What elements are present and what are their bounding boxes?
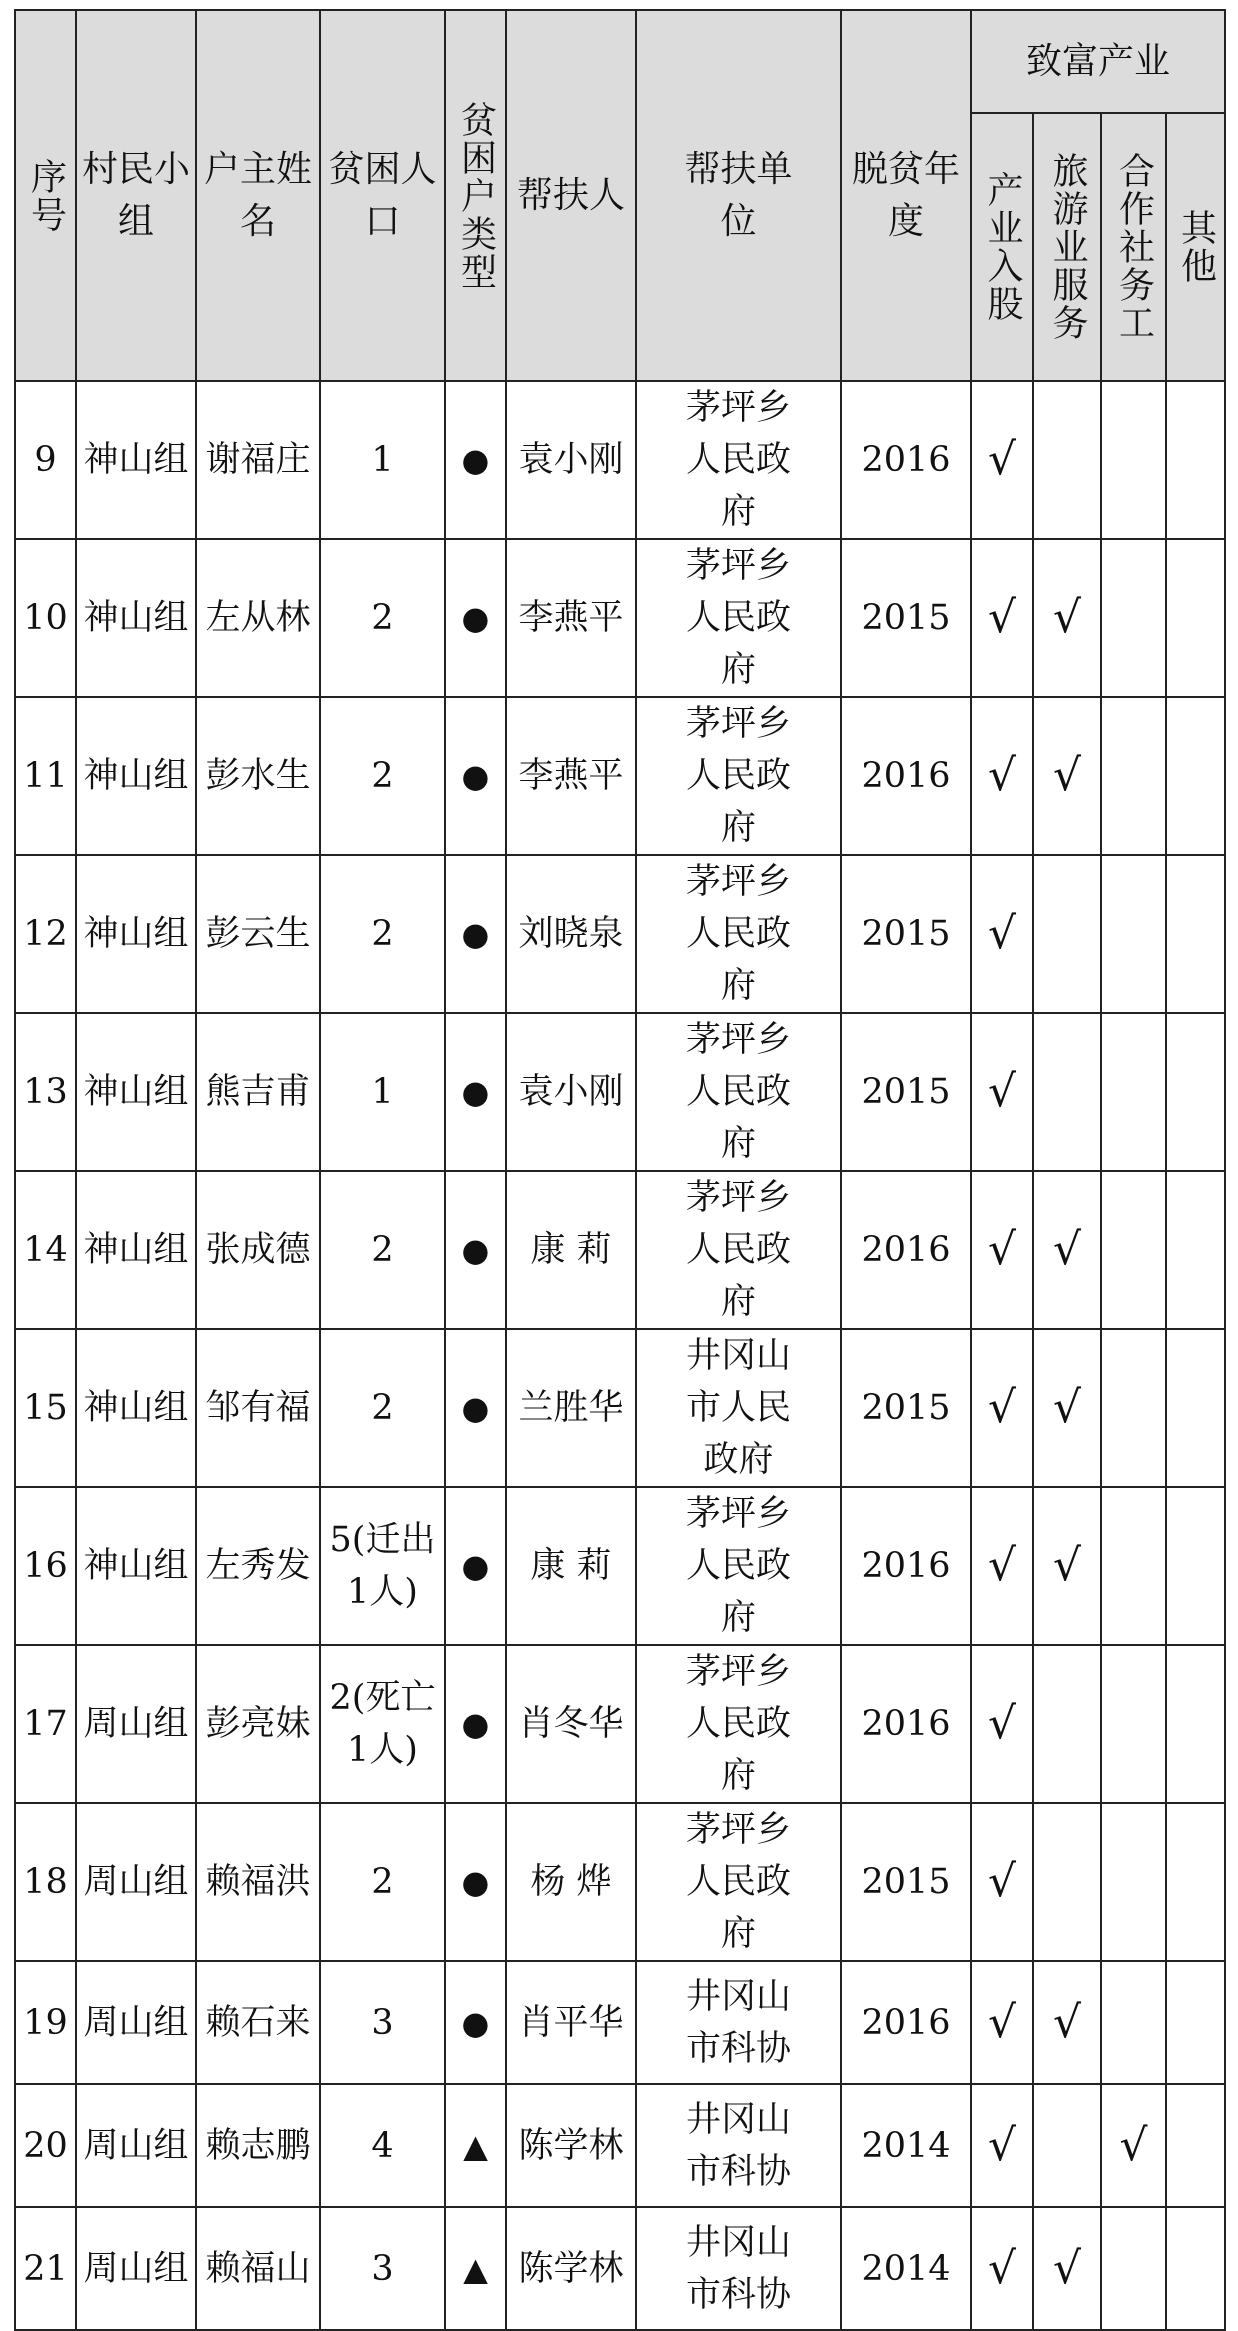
cell-coop-check bbox=[1101, 2207, 1166, 2330]
cell-seq: 15 bbox=[15, 1329, 76, 1487]
cell-head: 谢福庄 bbox=[196, 381, 320, 539]
cell-seq: 18 bbox=[15, 1803, 76, 1961]
cell-other-check bbox=[1166, 2207, 1225, 2330]
poverty-household-table bbox=[14, 9, 1226, 2331]
cell-helper: 李燕平 bbox=[506, 539, 636, 697]
cell-population: 2 bbox=[320, 539, 445, 697]
cell-coop-check bbox=[1101, 1961, 1166, 2084]
cell-equity-check: √ bbox=[971, 2207, 1033, 2330]
table-body bbox=[15, 381, 1225, 2330]
cell-unit: 茅坪乡人民政府 bbox=[636, 381, 841, 539]
table-row bbox=[15, 2084, 1225, 2207]
cell-helper: 肖平华 bbox=[506, 1961, 636, 2084]
cell-coop-check bbox=[1101, 1487, 1166, 1645]
cell-tourism-check bbox=[1033, 1645, 1101, 1803]
table-row bbox=[15, 1013, 1225, 1171]
cell-year: 2016 bbox=[841, 697, 971, 855]
cell-tourism-check bbox=[1033, 855, 1101, 1013]
cell-other-check bbox=[1166, 1487, 1225, 1645]
cell-unit: 茅坪乡人民政府 bbox=[636, 855, 841, 1013]
cell-equity-check: √ bbox=[971, 1013, 1033, 1171]
cell-type: ● bbox=[445, 1961, 506, 2084]
header-seq: 序号 bbox=[15, 10, 76, 381]
cell-year: 2015 bbox=[841, 539, 971, 697]
cell-helper: 陈学林 bbox=[506, 2084, 636, 2207]
cell-equity-check: √ bbox=[971, 1803, 1033, 1961]
cell-group: 神山组 bbox=[76, 381, 196, 539]
cell-population: 2 bbox=[320, 1171, 445, 1329]
cell-other-check bbox=[1166, 2084, 1225, 2207]
header-type: 贫困户类型 bbox=[445, 10, 506, 381]
table-row bbox=[15, 1487, 1225, 1645]
cell-type: ● bbox=[445, 1329, 506, 1487]
cell-group: 神山组 bbox=[76, 697, 196, 855]
cell-type: ● bbox=[445, 381, 506, 539]
cell-seq: 13 bbox=[15, 1013, 76, 1171]
cell-seq: 9 bbox=[15, 381, 76, 539]
cell-group: 神山组 bbox=[76, 1329, 196, 1487]
cell-unit: 茅坪乡人民政府 bbox=[636, 1013, 841, 1171]
cell-year: 2015 bbox=[841, 855, 971, 1013]
cell-group: 周山组 bbox=[76, 1961, 196, 2084]
cell-type: ● bbox=[445, 1013, 506, 1171]
cell-helper: 康 莉 bbox=[506, 1487, 636, 1645]
cell-year: 2015 bbox=[841, 1803, 971, 1961]
cell-unit: 井冈山市科协 bbox=[636, 2084, 841, 2207]
cell-helper: 康 莉 bbox=[506, 1171, 636, 1329]
cell-head: 彭水生 bbox=[196, 697, 320, 855]
cell-unit: 茅坪乡人民政府 bbox=[636, 1171, 841, 1329]
header-group: 村民小组 bbox=[76, 10, 196, 381]
cell-population: 4 bbox=[320, 2084, 445, 2207]
cell-group: 神山组 bbox=[76, 1013, 196, 1171]
cell-equity-check: √ bbox=[971, 1961, 1033, 2084]
header-sub-equity: 产业入股 bbox=[971, 113, 1033, 381]
cell-year: 2015 bbox=[841, 1013, 971, 1171]
cell-other-check bbox=[1166, 381, 1225, 539]
cell-year: 2016 bbox=[841, 1961, 971, 2084]
cell-population: 3 bbox=[320, 2207, 445, 2330]
table-row bbox=[15, 381, 1225, 539]
cell-helper: 袁小刚 bbox=[506, 1013, 636, 1171]
cell-population: 2 bbox=[320, 1329, 445, 1487]
cell-other-check bbox=[1166, 1013, 1225, 1171]
cell-year: 2014 bbox=[841, 2207, 971, 2330]
header-head: 户主姓名 bbox=[196, 10, 320, 381]
cell-type: ● bbox=[445, 1171, 506, 1329]
cell-group: 周山组 bbox=[76, 1645, 196, 1803]
cell-equity-check: √ bbox=[971, 1171, 1033, 1329]
cell-unit: 井冈山市科协 bbox=[636, 2207, 841, 2330]
cell-head: 左从林 bbox=[196, 539, 320, 697]
cell-year: 2016 bbox=[841, 381, 971, 539]
header-industry: 致富产业 bbox=[971, 10, 1225, 113]
header-unit: 帮扶单位 bbox=[636, 10, 841, 381]
cell-unit: 茅坪乡人民政府 bbox=[636, 1487, 841, 1645]
table-row bbox=[15, 1645, 1225, 1803]
cell-population: 2 bbox=[320, 855, 445, 1013]
cell-head: 赖福洪 bbox=[196, 1803, 320, 1961]
cell-head: 左秀发 bbox=[196, 1487, 320, 1645]
table-row bbox=[15, 1961, 1225, 2084]
cell-unit: 井冈山市人民政府 bbox=[636, 1329, 841, 1487]
cell-helper: 刘晓泉 bbox=[506, 855, 636, 1013]
table-header bbox=[15, 10, 1225, 381]
cell-population: 2 bbox=[320, 1803, 445, 1961]
cell-other-check bbox=[1166, 1171, 1225, 1329]
cell-helper: 李燕平 bbox=[506, 697, 636, 855]
cell-coop-check bbox=[1101, 1013, 1166, 1171]
cell-population: 2 bbox=[320, 697, 445, 855]
cell-tourism-check: √ bbox=[1033, 697, 1101, 855]
cell-coop-check bbox=[1101, 539, 1166, 697]
cell-year: 2016 bbox=[841, 1487, 971, 1645]
cell-group: 周山组 bbox=[76, 2084, 196, 2207]
cell-type: ● bbox=[445, 1645, 506, 1803]
cell-seq: 21 bbox=[15, 2207, 76, 2330]
table-row bbox=[15, 1171, 1225, 1329]
cell-equity-check: √ bbox=[971, 1645, 1033, 1803]
cell-seq: 16 bbox=[15, 1487, 76, 1645]
cell-other-check bbox=[1166, 1803, 1225, 1961]
table-row bbox=[15, 2207, 1225, 2330]
cell-tourism-check: √ bbox=[1033, 1961, 1101, 2084]
cell-year: 2016 bbox=[841, 1645, 971, 1803]
cell-type: ▲ bbox=[445, 2084, 506, 2207]
cell-tourism-check: √ bbox=[1033, 2207, 1101, 2330]
cell-coop-check bbox=[1101, 1171, 1166, 1329]
cell-other-check bbox=[1166, 855, 1225, 1013]
table-row bbox=[15, 539, 1225, 697]
cell-head: 邹有福 bbox=[196, 1329, 320, 1487]
cell-seq: 10 bbox=[15, 539, 76, 697]
cell-tourism-check: √ bbox=[1033, 1329, 1101, 1487]
cell-head: 张成德 bbox=[196, 1171, 320, 1329]
cell-year: 2014 bbox=[841, 2084, 971, 2207]
cell-group: 周山组 bbox=[76, 1803, 196, 1961]
cell-group: 神山组 bbox=[76, 1487, 196, 1645]
cell-tourism-check: √ bbox=[1033, 539, 1101, 697]
cell-tourism-check bbox=[1033, 1803, 1101, 1961]
cell-tourism-check bbox=[1033, 1013, 1101, 1171]
cell-helper: 袁小刚 bbox=[506, 381, 636, 539]
cell-other-check bbox=[1166, 1961, 1225, 2084]
cell-type: ● bbox=[445, 855, 506, 1013]
cell-helper: 陈学林 bbox=[506, 2207, 636, 2330]
cell-population: 1 bbox=[320, 381, 445, 539]
header-sub-other: 其他 bbox=[1166, 113, 1225, 381]
cell-head: 熊吉甫 bbox=[196, 1013, 320, 1171]
cell-seq: 17 bbox=[15, 1645, 76, 1803]
cell-coop-check bbox=[1101, 1329, 1166, 1487]
cell-helper: 兰胜华 bbox=[506, 1329, 636, 1487]
table-row bbox=[15, 1803, 1225, 1961]
table-row bbox=[15, 1329, 1225, 1487]
cell-equity-check: √ bbox=[971, 539, 1033, 697]
cell-seq: 11 bbox=[15, 697, 76, 855]
cell-tourism-check bbox=[1033, 381, 1101, 539]
cell-type: ● bbox=[445, 697, 506, 855]
cell-unit: 茅坪乡人民政府 bbox=[636, 539, 841, 697]
cell-seq: 20 bbox=[15, 2084, 76, 2207]
cell-population: 2(死亡1人) bbox=[320, 1645, 445, 1803]
cell-other-check bbox=[1166, 539, 1225, 697]
cell-group: 神山组 bbox=[76, 855, 196, 1013]
cell-coop-check bbox=[1101, 1645, 1166, 1803]
cell-population: 3 bbox=[320, 1961, 445, 2084]
cell-tourism-check: √ bbox=[1033, 1171, 1101, 1329]
table-row bbox=[15, 697, 1225, 855]
cell-equity-check: √ bbox=[971, 2084, 1033, 2207]
cell-type: ● bbox=[445, 1487, 506, 1645]
cell-group: 神山组 bbox=[76, 539, 196, 697]
cell-group: 神山组 bbox=[76, 1171, 196, 1329]
cell-population: 1 bbox=[320, 1013, 445, 1171]
cell-helper: 肖冬华 bbox=[506, 1645, 636, 1803]
cell-coop-check bbox=[1101, 1803, 1166, 1961]
cell-type: ▲ bbox=[445, 2207, 506, 2330]
cell-year: 2016 bbox=[841, 1171, 971, 1329]
cell-equity-check: √ bbox=[971, 1487, 1033, 1645]
cell-unit: 茅坪乡人民政府 bbox=[636, 1645, 841, 1803]
cell-coop-check bbox=[1101, 697, 1166, 855]
header-sub-tourism: 旅游业服务 bbox=[1033, 113, 1101, 381]
cell-head: 赖志鹏 bbox=[196, 2084, 320, 2207]
cell-equity-check: √ bbox=[971, 855, 1033, 1013]
cell-other-check bbox=[1166, 1329, 1225, 1487]
cell-tourism-check bbox=[1033, 2084, 1101, 2207]
cell-other-check bbox=[1166, 697, 1225, 855]
cell-unit: 茅坪乡人民政府 bbox=[636, 697, 841, 855]
cell-coop-check bbox=[1101, 855, 1166, 1013]
cell-type: ● bbox=[445, 1803, 506, 1961]
cell-seq: 19 bbox=[15, 1961, 76, 2084]
cell-year: 2015 bbox=[841, 1329, 971, 1487]
cell-unit: 井冈山市科协 bbox=[636, 1961, 841, 2084]
cell-head: 赖石来 bbox=[196, 1961, 320, 2084]
cell-population: 5(迁出1人) bbox=[320, 1487, 445, 1645]
cell-helper: 杨 烨 bbox=[506, 1803, 636, 1961]
table-row bbox=[15, 855, 1225, 1013]
cell-tourism-check: √ bbox=[1033, 1487, 1101, 1645]
cell-head: 赖福山 bbox=[196, 2207, 320, 2330]
cell-other-check bbox=[1166, 1645, 1225, 1803]
header-sub-coop: 合作社务工 bbox=[1101, 113, 1166, 381]
cell-equity-check: √ bbox=[971, 381, 1033, 539]
cell-equity-check: √ bbox=[971, 1329, 1033, 1487]
header-year: 脱贫年度 bbox=[841, 10, 971, 381]
cell-head: 彭亮妹 bbox=[196, 1645, 320, 1803]
cell-type: ● bbox=[445, 539, 506, 697]
cell-equity-check: √ bbox=[971, 697, 1033, 855]
cell-unit: 茅坪乡人民政府 bbox=[636, 1803, 841, 1961]
cell-coop-check bbox=[1101, 381, 1166, 539]
cell-group: 周山组 bbox=[76, 2207, 196, 2330]
header-helper: 帮扶人 bbox=[506, 10, 636, 381]
cell-head: 彭云生 bbox=[196, 855, 320, 1013]
cell-seq: 14 bbox=[15, 1171, 76, 1329]
cell-coop-check: √ bbox=[1101, 2084, 1166, 2207]
header-population: 贫困人口 bbox=[320, 10, 445, 381]
cell-seq: 12 bbox=[15, 855, 76, 1013]
